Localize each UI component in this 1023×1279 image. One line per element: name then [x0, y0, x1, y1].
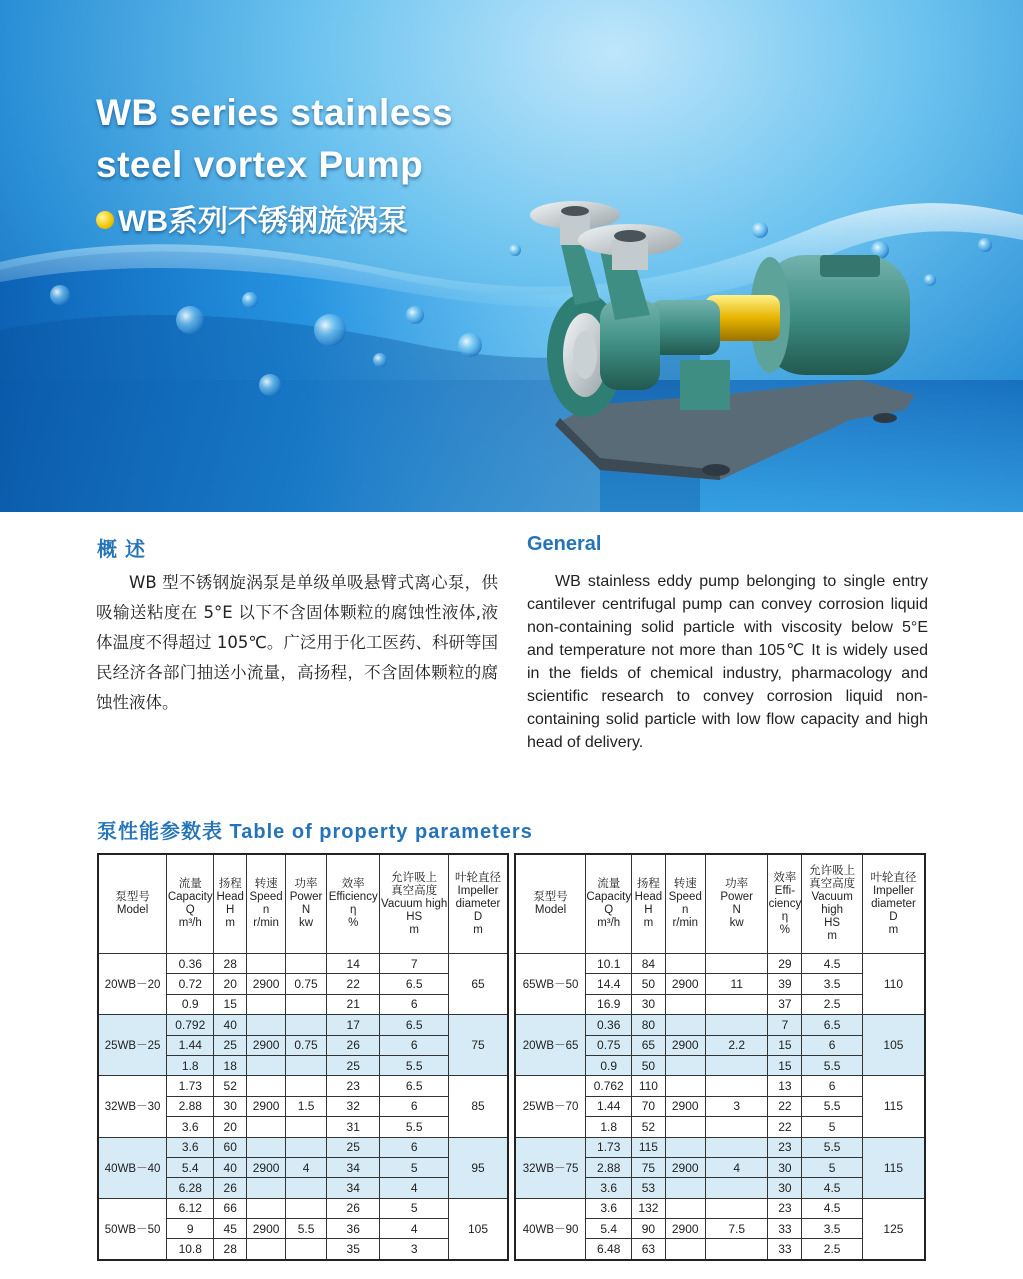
head-cell: 30	[214, 1096, 247, 1116]
efficiency-cell: 22	[768, 1117, 802, 1137]
power-cell: 4	[286, 1157, 327, 1177]
speed-cell	[665, 1015, 705, 1035]
vacuum-cell: 6	[380, 1035, 449, 1055]
speed-cell	[247, 1178, 286, 1198]
head-cell: 26	[214, 1178, 247, 1198]
overview-heading-cn: 概述	[97, 539, 153, 561]
power-cell: 0.75	[286, 974, 327, 994]
vacuum-cell: 3.5	[802, 974, 863, 994]
capacity-cell: 10.1	[586, 954, 632, 974]
speed-cell	[665, 1198, 705, 1218]
capacity-cell: 3.6	[167, 1137, 214, 1157]
efficiency-cell: 31	[327, 1117, 380, 1137]
efficiency-cell: 26	[327, 1198, 380, 1218]
speed-cell	[247, 1076, 286, 1096]
efficiency-cell: 22	[327, 974, 380, 994]
efficiency-cell: 14	[327, 954, 380, 974]
capacity-cell: 0.75	[586, 1035, 632, 1055]
speed-cell: 2900	[665, 1157, 705, 1177]
efficiency-cell: 13	[768, 1076, 802, 1096]
speed-cell	[247, 954, 286, 974]
capacity-cell: 0.36	[167, 954, 214, 974]
column-header: 功率 Power N kw	[705, 854, 768, 954]
table-row	[515, 1137, 925, 1157]
column-header: 转速 Speed n r/min	[247, 854, 286, 954]
column-header: 扬程 Head H m	[632, 854, 665, 954]
column-header: 允许吸上 真空高度 Vacuum high HS m	[380, 854, 449, 954]
vacuum-cell: 5.5	[802, 1055, 863, 1075]
vacuum-cell: 6.5	[380, 1076, 449, 1096]
capacity-cell: 6.12	[167, 1198, 214, 1218]
capacity-cell: 0.72	[167, 974, 214, 994]
speed-cell	[247, 1015, 286, 1035]
vacuum-cell: 2.5	[802, 1239, 863, 1260]
title-en-line2: steel vortex Pump	[96, 144, 424, 185]
column-header: 效率 Efficiency η %	[327, 854, 380, 954]
speed-cell	[665, 994, 705, 1014]
efficiency-cell: 26	[327, 1035, 380, 1055]
power-cell: 0.75	[286, 1035, 327, 1055]
head-cell: 45	[214, 1219, 247, 1239]
speed-cell	[665, 1137, 705, 1157]
head-cell: 20	[214, 1117, 247, 1137]
impeller-cell: 85	[449, 1076, 508, 1137]
overview-heading-en: General	[527, 533, 602, 555]
power-cell: 7.5	[705, 1219, 768, 1239]
efficiency-cell: 36	[327, 1219, 380, 1239]
head-cell: 28	[214, 1239, 247, 1260]
capacity-cell: 1.8	[586, 1117, 632, 1137]
head-cell: 40	[214, 1157, 247, 1177]
overview-text-en-body: WB stainless eddy pump belonging to single entry cantilever centrifugal pump can convey corrosion liquid non-containing solid particle with viscosity below 5°E and temperature not more than 105℃ It is widely used in the fields of chemical industry, pharmacology and scientific research to convey corrosion liquid non-containing solid particle with low flow capacity and high head of delivery.	[527, 573, 928, 751]
speed-cell	[665, 1117, 705, 1137]
efficiency-cell: 34	[327, 1178, 380, 1198]
head-cell: 28	[214, 954, 247, 974]
speed-cell: 2900	[665, 1219, 705, 1239]
head-cell: 40	[214, 1015, 247, 1035]
vacuum-cell: 4	[380, 1178, 449, 1198]
speed-cell	[247, 1117, 286, 1137]
impeller-cell: 105	[862, 1015, 925, 1076]
head-cell: 84	[632, 954, 665, 974]
speed-cell	[247, 994, 286, 1014]
power-cell	[705, 994, 768, 1014]
speed-cell	[247, 1198, 286, 1218]
capacity-cell: 3.6	[586, 1178, 632, 1198]
vacuum-cell: 5.5	[802, 1096, 863, 1116]
head-cell: 115	[632, 1137, 665, 1157]
power-cell	[705, 1198, 768, 1218]
speed-cell: 2900	[247, 974, 286, 994]
model-cell: 20WB－20	[98, 954, 167, 1015]
power-cell	[705, 1137, 768, 1157]
speed-cell	[665, 1076, 705, 1096]
model-cell: 32WB－30	[98, 1076, 167, 1137]
power-cell	[705, 1117, 768, 1137]
vacuum-cell: 4.5	[802, 954, 863, 974]
speed-cell: 2900	[247, 1096, 286, 1116]
efficiency-cell: 34	[327, 1157, 380, 1177]
vacuum-cell: 6	[380, 1096, 449, 1116]
head-cell: 132	[632, 1198, 665, 1218]
power-cell	[286, 994, 327, 1014]
impeller-cell: 115	[862, 1137, 925, 1198]
speed-cell	[247, 1137, 286, 1157]
capacity-cell: 0.762	[586, 1076, 632, 1096]
capacity-cell: 10.8	[167, 1239, 214, 1260]
speed-cell	[247, 1055, 286, 1075]
power-cell: 1.5	[286, 1096, 327, 1116]
table-row	[98, 1015, 508, 1035]
vacuum-cell: 4	[380, 1219, 449, 1239]
capacity-cell: 0.36	[586, 1015, 632, 1035]
efficiency-cell: 30	[768, 1157, 802, 1177]
table-row	[98, 1076, 508, 1096]
overview-text-cn	[96, 568, 498, 718]
table-row	[98, 1137, 508, 1157]
speed-cell	[665, 1178, 705, 1198]
table-row	[515, 1076, 925, 1096]
head-cell: 70	[632, 1096, 665, 1116]
impeller-cell: 95	[449, 1137, 508, 1198]
power-cell	[286, 1055, 327, 1075]
power-cell	[286, 1198, 327, 1218]
bullet-dot-icon	[96, 211, 114, 229]
table-row	[515, 954, 925, 974]
impeller-cell: 75	[449, 1015, 508, 1076]
head-cell: 110	[632, 1076, 665, 1096]
impeller-cell: 105	[449, 1198, 508, 1260]
capacity-cell: 0.792	[167, 1015, 214, 1035]
column-header: 效率 Effi- ciency η %	[768, 854, 802, 954]
water-wave-illustration	[0, 0, 1023, 512]
power-cell	[705, 1239, 768, 1260]
efficiency-cell: 25	[327, 1137, 380, 1157]
head-cell: 50	[632, 1055, 665, 1075]
model-cell: 25WB－70	[515, 1076, 586, 1137]
power-cell	[286, 1117, 327, 1137]
model-cell: 25WB－25	[98, 1015, 167, 1076]
capacity-cell: 3.6	[167, 1117, 214, 1137]
capacity-cell: 1.44	[586, 1096, 632, 1116]
capacity-cell: 1.73	[167, 1076, 214, 1096]
table-row	[98, 954, 508, 974]
model-cell: 50WB－50	[98, 1198, 167, 1260]
vacuum-cell: 3.5	[802, 1219, 863, 1239]
efficiency-cell: 17	[327, 1015, 380, 1035]
vacuum-cell: 5	[380, 1198, 449, 1218]
model-cell: 20WB－65	[515, 1015, 586, 1076]
power-cell	[705, 1076, 768, 1096]
efficiency-cell: 15	[768, 1035, 802, 1055]
power-cell	[286, 954, 327, 974]
efficiency-cell: 35	[327, 1239, 380, 1260]
impeller-cell: 110	[862, 954, 925, 1015]
table-row	[98, 1198, 508, 1218]
vacuum-cell: 6.5	[380, 974, 449, 994]
head-cell: 15	[214, 994, 247, 1014]
efficiency-cell: 25	[327, 1055, 380, 1075]
table-title: 泵性能参数表 Table of property parameters	[97, 821, 533, 843]
column-header: 泵型号 Model	[515, 854, 586, 954]
capacity-cell: 16.9	[586, 994, 632, 1014]
head-cell: 75	[632, 1157, 665, 1177]
head-cell: 52	[632, 1117, 665, 1137]
efficiency-cell: 33	[768, 1219, 802, 1239]
vacuum-cell: 7	[380, 954, 449, 974]
power-cell: 5.5	[286, 1219, 327, 1239]
vacuum-cell: 3	[380, 1239, 449, 1260]
capacity-cell: 9	[167, 1219, 214, 1239]
impeller-cell: 115	[862, 1076, 925, 1137]
vacuum-cell: 6	[380, 1137, 449, 1157]
head-cell: 90	[632, 1219, 665, 1239]
speed-cell: 2900	[665, 1035, 705, 1055]
power-cell	[705, 1055, 768, 1075]
overview-text-en	[527, 570, 928, 754]
vacuum-cell: 5.5	[802, 1137, 863, 1157]
capacity-cell: 0.9	[586, 1055, 632, 1075]
speed-cell: 2900	[665, 974, 705, 994]
vacuum-cell: 5	[802, 1117, 863, 1137]
head-cell: 25	[214, 1035, 247, 1055]
vacuum-cell: 5.5	[380, 1055, 449, 1075]
efficiency-cell: 37	[768, 994, 802, 1014]
speed-cell: 2900	[665, 1096, 705, 1116]
title-en-line1: WB series stainless	[96, 92, 454, 133]
head-cell: 63	[632, 1239, 665, 1260]
efficiency-cell: 7	[768, 1015, 802, 1035]
speed-cell	[665, 954, 705, 974]
speed-cell	[665, 1055, 705, 1075]
impeller-cell: 125	[862, 1198, 925, 1260]
overview-text-cn-body: WB 型不锈钢旋涡泵是单级单吸悬臂式离心泵，供吸输送粘度在 5°E 以下不含固体颗粒的腐蚀性液体,液体温度不得超过 105℃。广泛用于化工医药、科研等国民经济各部门抽送小流量，高扬程，不含固体颗粒的腐蚀性液体。	[96, 573, 498, 712]
efficiency-cell: 32	[327, 1096, 380, 1116]
efficiency-cell: 29	[768, 954, 802, 974]
capacity-cell: 1.73	[586, 1137, 632, 1157]
head-cell: 52	[214, 1076, 247, 1096]
speed-cell	[665, 1239, 705, 1260]
capacity-cell: 5.4	[586, 1219, 632, 1239]
capacity-cell: 6.48	[586, 1239, 632, 1260]
vacuum-cell: 6.5	[380, 1015, 449, 1035]
column-header: 叶轮直径 Impeller diameter D m	[449, 854, 508, 954]
model-cell: 32WB－75	[515, 1137, 586, 1198]
model-cell: 40WB－90	[515, 1198, 586, 1260]
head-cell: 18	[214, 1055, 247, 1075]
efficiency-cell: 33	[768, 1239, 802, 1260]
power-cell: 3	[705, 1096, 768, 1116]
power-cell	[286, 1137, 327, 1157]
title-cn-text: WB系列不锈钢旋涡泵	[118, 205, 408, 238]
column-header: 允许吸上 真空高度 Vacuum high HS m	[802, 854, 863, 954]
efficiency-cell: 23	[768, 1137, 802, 1157]
capacity-cell: 14.4	[586, 974, 632, 994]
power-cell	[705, 954, 768, 974]
efficiency-cell: 23	[768, 1198, 802, 1218]
table-header-row	[515, 854, 925, 954]
vacuum-cell: 5	[802, 1157, 863, 1177]
capacity-cell: 6.28	[167, 1178, 214, 1198]
power-cell	[705, 1178, 768, 1198]
title-cn	[96, 196, 408, 240]
power-cell: 2.2	[705, 1035, 768, 1055]
vacuum-cell: 6	[802, 1076, 863, 1096]
head-cell: 30	[632, 994, 665, 1014]
capacity-cell: 1.8	[167, 1055, 214, 1075]
column-header: 叶轮直径 Impeller diameter D m	[862, 854, 925, 954]
power-cell	[286, 1178, 327, 1198]
vacuum-cell: 6	[802, 1035, 863, 1055]
head-cell: 53	[632, 1178, 665, 1198]
efficiency-cell: 30	[768, 1178, 802, 1198]
parameter-table-left	[97, 853, 509, 1261]
power-cell: 4	[705, 1157, 768, 1177]
power-cell	[286, 1015, 327, 1035]
vacuum-cell: 4.5	[802, 1178, 863, 1198]
column-header: 流量 Capacity Q m³/h	[586, 854, 632, 954]
head-cell: 66	[214, 1198, 247, 1218]
speed-cell	[247, 1239, 286, 1260]
vacuum-cell: 2.5	[802, 994, 863, 1014]
model-cell: 40WB－40	[98, 1137, 167, 1198]
vacuum-cell: 6.5	[802, 1015, 863, 1035]
speed-cell: 2900	[247, 1219, 286, 1239]
capacity-cell: 2.88	[167, 1096, 214, 1116]
head-cell: 50	[632, 974, 665, 994]
efficiency-cell: 22	[768, 1096, 802, 1116]
parameter-table-right	[514, 853, 926, 1261]
capacity-cell: 5.4	[167, 1157, 214, 1177]
vacuum-cell: 6	[380, 994, 449, 1014]
hero-banner	[0, 0, 1023, 512]
head-cell: 65	[632, 1035, 665, 1055]
column-header: 扬程 Head H m	[214, 854, 247, 954]
speed-cell: 2900	[247, 1157, 286, 1177]
table-row	[515, 1015, 925, 1035]
efficiency-cell: 39	[768, 974, 802, 994]
efficiency-cell: 21	[327, 994, 380, 1014]
head-cell: 20	[214, 974, 247, 994]
column-header: 泵型号 Model	[98, 854, 167, 954]
vacuum-cell: 4.5	[802, 1198, 863, 1218]
capacity-cell: 0.9	[167, 994, 214, 1014]
head-cell: 80	[632, 1015, 665, 1035]
table-row	[515, 1198, 925, 1218]
efficiency-cell: 23	[327, 1076, 380, 1096]
impeller-cell: 65	[449, 954, 508, 1015]
model-cell: 65WB－50	[515, 954, 586, 1015]
table-header-row	[98, 854, 508, 954]
power-cell	[705, 1015, 768, 1035]
column-header: 转速 Speed n r/min	[665, 854, 705, 954]
power-cell	[286, 1076, 327, 1096]
vacuum-cell: 5.5	[380, 1117, 449, 1137]
capacity-cell: 3.6	[586, 1198, 632, 1218]
head-cell: 60	[214, 1137, 247, 1157]
column-header: 流量 Capacity Q m³/h	[167, 854, 214, 954]
column-header: 功率 Power N kw	[286, 854, 327, 954]
capacity-cell: 1.44	[167, 1035, 214, 1055]
vacuum-cell: 5	[380, 1157, 449, 1177]
capacity-cell: 2.88	[586, 1157, 632, 1177]
power-cell: 11	[705, 974, 768, 994]
efficiency-cell: 15	[768, 1055, 802, 1075]
power-cell	[286, 1239, 327, 1260]
speed-cell: 2900	[247, 1035, 286, 1055]
